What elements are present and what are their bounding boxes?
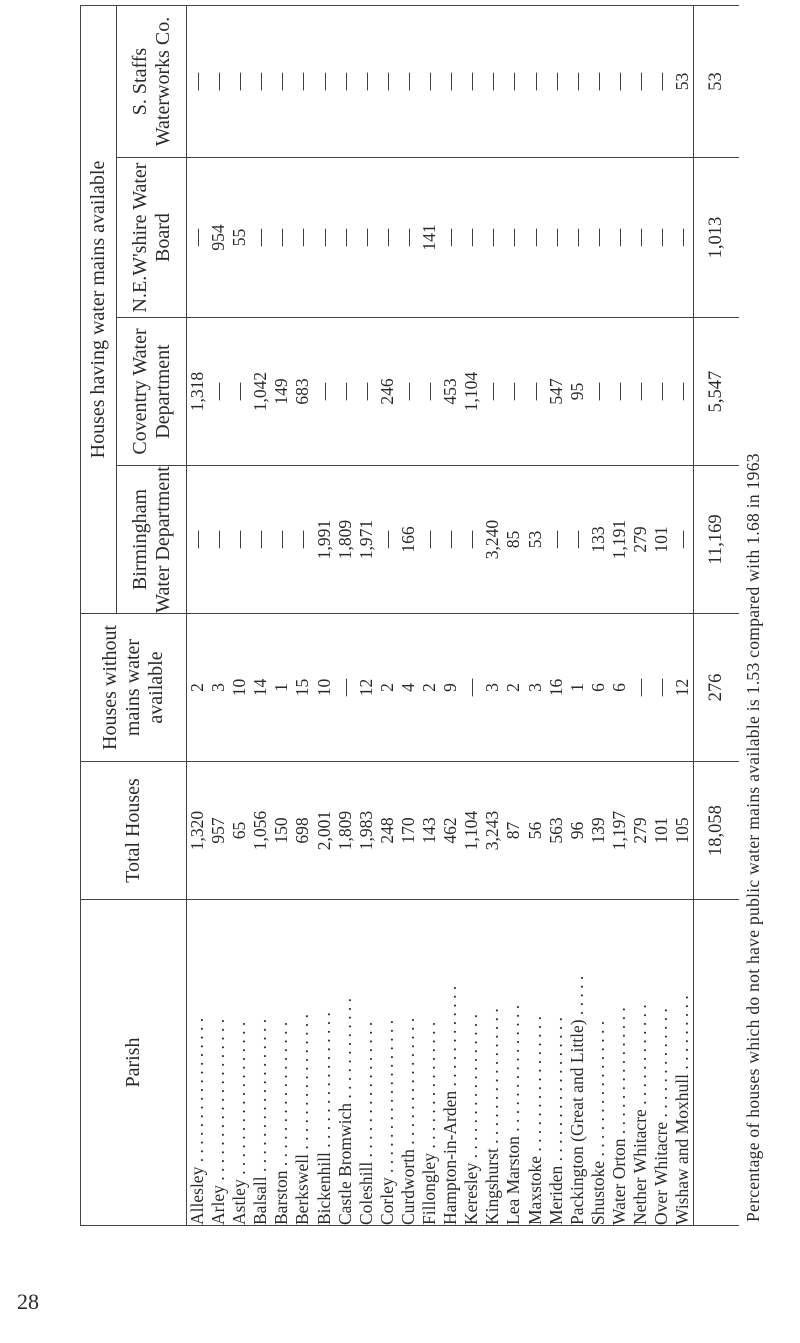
s-staffs-cell: —: [566, 72, 587, 91]
parish-name: Fillongley: [419, 1153, 440, 1225]
parish-line: Hampton-in-Arden . . . . . . . . . . . .: [440, 985, 461, 1225]
parish-name: Over Whitacre: [651, 1121, 672, 1225]
birmingham-cell: 1,971: [355, 519, 376, 560]
header-mains-available: Houses having water mains available: [81, 6, 117, 614]
birmingham-cell: —: [440, 530, 461, 549]
total-houses-cell: 56: [524, 821, 545, 840]
parish-name: Bickenhill: [313, 1152, 334, 1225]
total-houses-cell: 698: [292, 817, 313, 844]
birmingham-column: [187, 466, 694, 614]
birmingham-cell: 166: [397, 526, 418, 553]
without-mains-cell: 2: [187, 683, 207, 692]
birmingham-cell: 279: [629, 526, 650, 553]
s-staffs-cell: —: [187, 72, 207, 91]
ne-wshire-cell: —: [503, 228, 524, 247]
parish-name: Castle Bromwich: [334, 1103, 355, 1225]
parish-line: Berkswell . . . . . . . . . . . . . . . .: [292, 1014, 313, 1225]
s-staffs-cell: —: [524, 72, 545, 91]
parish-name: Arley: [208, 1185, 229, 1225]
s-staffs-cell: —: [608, 72, 629, 91]
parish-name: Allesley: [187, 1166, 207, 1225]
parish-name: Nether Whitacre: [629, 1109, 650, 1225]
header-coventry: Coventry Water Department: [117, 318, 187, 466]
ne-wshire-cell: —: [250, 228, 271, 247]
parish-line: Astley . . . . . . . . . . . . . . . . . .: [229, 1021, 250, 1225]
parish-line: Meriden . . . . . . . . . . . . . . . . .: [545, 1016, 566, 1225]
s-staffs-cell: —: [397, 72, 418, 91]
parish-name: Packington (Great and Little): [566, 1019, 587, 1225]
ne-wshire-cell: —: [334, 228, 355, 247]
birmingham-cell: —: [461, 530, 482, 549]
coventry-cell: 1,104: [461, 371, 482, 412]
parish-line: Corley . . . . . . . . . . . . . . . . . .: [376, 1019, 397, 1225]
without-mains-cell: 10: [229, 678, 250, 697]
birmingham-cell: 101: [651, 526, 672, 553]
coventry-cell: —: [208, 382, 229, 401]
total-houses-cell: 96: [566, 821, 587, 840]
parish-line: Shustoke . . . . . . . . . . . . . . . .: [587, 1020, 608, 1225]
ne-wshire-cell: —: [440, 228, 461, 247]
ne-wshire-cell: —: [608, 228, 629, 247]
parish-name: Kingshurst: [482, 1148, 503, 1225]
parish-name: Shustoke: [587, 1160, 608, 1225]
s-staffs-column: [187, 6, 694, 158]
parish-column: [187, 900, 694, 1226]
birmingham-cell: —: [271, 530, 292, 549]
total-houses-cell: 1,809: [334, 810, 355, 851]
coventry-cell: —: [503, 382, 524, 401]
total-houses-cell: 1,056: [250, 810, 271, 851]
parish-line: Coleshill . . . . . . . . . . . . . . . .: [355, 1021, 376, 1225]
total-houses-column: [187, 762, 694, 900]
coventry-cell: —: [651, 382, 672, 401]
s-staffs-cell: —: [503, 72, 524, 91]
s-staffs-cell: —: [587, 72, 608, 91]
ne-wshire-cell: —: [292, 228, 313, 247]
parish-name: Wishaw and Moxhull: [672, 1074, 693, 1225]
without-mains-cell: 14: [250, 678, 271, 697]
birmingham-cell: —: [672, 530, 693, 549]
total-houses-cell: 65: [229, 821, 250, 840]
birmingham-total: 11,169: [694, 466, 740, 614]
ne-wshire-cell: —: [524, 228, 545, 247]
without-mains-cell: 4: [397, 683, 418, 692]
parish-name: Meriden: [545, 1165, 566, 1225]
coventry-cell: —: [397, 382, 418, 401]
total-houses-cell: 279: [629, 817, 650, 844]
parish-line: Packington (Great and Little) . . . . .: [566, 975, 587, 1225]
without-mains-cell: 6: [587, 683, 608, 692]
coventry-cell: —: [587, 382, 608, 401]
ne-wshire-cell: —: [376, 228, 397, 247]
parish-name: Keresley: [461, 1162, 482, 1225]
header-parish: Parish: [81, 900, 187, 1226]
coventry-cell: 149: [271, 378, 292, 405]
header-total-houses: Total Houses: [81, 762, 187, 900]
coventry-cell: —: [229, 382, 250, 401]
s-staffs-cell: —: [208, 72, 229, 91]
ne-wshire-total: 1,013: [694, 158, 740, 318]
parish-line: Keresley . . . . . . . . . . . . . . . . .: [461, 1014, 482, 1225]
ne-wshire-cell: —: [482, 228, 503, 247]
without-mains-cell: 1: [271, 683, 292, 692]
parish-name: Berkswell: [292, 1154, 313, 1225]
coventry-cell: 95: [566, 382, 587, 401]
coventry-cell: 683: [292, 378, 313, 405]
parish-name: Maxstoke: [524, 1155, 545, 1225]
parish-name: Balsall: [250, 1176, 271, 1225]
ne-wshire-cell: —: [397, 228, 418, 247]
parish-line: Balsall . . . . . . . . . . . . . . . . . .: [250, 1018, 271, 1225]
without-mains-cell: —: [629, 678, 650, 697]
parish-line: Arley . . . . . . . . . . . . . . . . . . .: [208, 1018, 229, 1225]
parish-line: Barston . . . . . . . . . . . . . . . . .: [271, 1021, 292, 1225]
without-mains-cell: 2: [503, 683, 524, 692]
total-houses-cell: 563: [545, 817, 566, 844]
s-staffs-cell: —: [355, 72, 376, 91]
parish-line: Fillongley . . . . . . . . . . . . . . .: [419, 1021, 440, 1225]
ne-wshire-cell: 141: [419, 224, 440, 251]
total-houses-cell: 1,197: [608, 810, 629, 851]
birmingham-cell: —: [208, 530, 229, 549]
birmingham-cell: —: [229, 530, 250, 549]
s-staffs-cell: —: [250, 72, 271, 91]
s-staffs-cell: 53: [672, 72, 693, 91]
without-mains-cell: 12: [355, 678, 376, 697]
birmingham-cell: 1,809: [334, 519, 355, 560]
without-mains-cell: 15: [292, 678, 313, 697]
s-staffs-cell: —: [271, 72, 292, 91]
parish-line: Allesley . . . . . . . . . . . . . . . . .: [187, 1017, 207, 1225]
ne-wshire-cell: —: [651, 228, 672, 247]
footnote: Percentage of houses which do not have public water mains available is 1.53 compared with 1.68 in 1963: [743, 453, 763, 1222]
s-staffs-cell: —: [651, 72, 672, 91]
coventry-cell: 453: [440, 378, 461, 405]
s-staffs-total: 53: [694, 6, 740, 158]
ne-wshire-cell: —: [461, 228, 482, 247]
parish-name: Corley: [376, 1177, 397, 1225]
header-ne-wshire: N.E.W'shire Water Board: [117, 158, 187, 318]
without-mains-cell: 3: [482, 683, 503, 692]
parish-name: Water Orton: [608, 1138, 629, 1225]
birmingham-cell: —: [250, 530, 271, 549]
s-staffs-cell: —: [334, 72, 355, 91]
total-houses-cell: 143: [419, 817, 440, 844]
coventry-cell: —: [629, 382, 650, 401]
s-staffs-cell: —: [313, 72, 334, 91]
without-mains-cell: 9: [440, 683, 461, 692]
without-mains-cell: 2: [419, 683, 440, 692]
total-houses-cell: 957: [208, 817, 229, 844]
total-houses-cell: 1,983: [355, 810, 376, 851]
total-houses-cell: 105: [672, 817, 693, 844]
total-houses-cell: 170: [397, 817, 418, 844]
ne-wshire-cell: —: [271, 228, 292, 247]
ne-wshire-cell: —: [629, 228, 650, 247]
coventry-cell: 1,042: [250, 371, 271, 412]
coventry-cell: —: [524, 382, 545, 401]
without-mains-cell: 6: [608, 683, 629, 692]
parish-line: Over Whitacre . . . . . . . . . . . . .: [651, 1008, 672, 1225]
total-houses-cell: 1,104: [461, 810, 482, 851]
coventry-cell: —: [334, 382, 355, 401]
birmingham-cell: 3,240: [482, 519, 503, 560]
parish-line: Wishaw and Moxhull . . . . . . . . .: [672, 995, 693, 1225]
without-mains-cell: 1: [566, 683, 587, 692]
birmingham-cell: —: [292, 530, 313, 549]
birmingham-cell: —: [187, 530, 207, 549]
coventry-cell: —: [482, 382, 503, 401]
total-houses-cell: 248: [376, 817, 397, 844]
s-staffs-cell: —: [292, 72, 313, 91]
coventry-cell: —: [355, 382, 376, 401]
s-staffs-cell: —: [482, 72, 503, 91]
ne-wshire-cell: 55: [229, 228, 250, 247]
ne-wshire-cell: —: [187, 228, 207, 247]
ne-wshire-cell: —: [566, 228, 587, 247]
s-staffs-cell: —: [419, 72, 440, 91]
s-staffs-cell: —: [629, 72, 650, 91]
parish-line: Maxstoke . . . . . . . . . . . . . . . .: [524, 1015, 545, 1225]
ne-wshire-cell: —: [545, 228, 566, 247]
total-houses-cell: 1,320: [187, 810, 207, 851]
total-houses-cell: 101: [651, 817, 672, 844]
without-mains-cell: 10: [313, 678, 334, 697]
parish-line: Bickenhill . . . . . . . . . . . . . . . .: [313, 1012, 334, 1225]
birmingham-cell: 53: [524, 530, 545, 549]
parish-line: Kingshurst . . . . . . . . . . . . . . . .: [482, 1008, 503, 1225]
birmingham-cell: 85: [503, 530, 524, 549]
coventry-total: 5,547: [694, 318, 740, 466]
header-birmingham: Birmingham Water Department: [117, 466, 187, 614]
s-staffs-cell: —: [440, 72, 461, 91]
without-mains-cell: —: [334, 678, 355, 697]
without-mains-column: [187, 614, 694, 762]
water-mains-table: [80, 5, 739, 1226]
birmingham-cell: —: [566, 530, 587, 549]
birmingham-cell: 1,991: [313, 519, 334, 560]
total-houses-total: 18,058: [694, 762, 740, 900]
total-houses-cell: 3,243: [482, 810, 503, 851]
parish-name: Hampton-in-Arden: [440, 1090, 461, 1225]
parish-line: Curdworth . . . . . . . . . . . . . . .: [397, 1017, 418, 1225]
without-mains-total: 276: [694, 614, 740, 762]
birmingham-cell: —: [376, 530, 397, 549]
parish-line: Water Orton . . . . . . . . . . . . . . .: [608, 1007, 629, 1225]
without-mains-cell: 3: [208, 683, 229, 692]
parish-name: Coleshill: [355, 1161, 376, 1225]
birmingham-cell: 133: [587, 526, 608, 553]
s-staffs-cell: —: [376, 72, 397, 91]
coventry-cell: —: [672, 382, 693, 401]
coventry-cell: 246: [376, 378, 397, 405]
totals-label-cell: [694, 900, 740, 1226]
birmingham-cell: 1,191: [608, 519, 629, 560]
without-mains-cell: 12: [672, 678, 693, 697]
without-mains-cell: —: [461, 678, 482, 697]
parish-name: Barston: [271, 1170, 292, 1225]
coventry-cell: —: [419, 382, 440, 401]
birmingham-cell: —: [419, 530, 440, 549]
total-houses-cell: 139: [587, 817, 608, 844]
page-number: 28: [17, 1289, 39, 1314]
parish-name: Curdworth: [397, 1149, 418, 1225]
coventry-cell: 547: [545, 378, 566, 405]
parish-line: Nether Whitacre . . . . . . . . . . . .: [629, 1004, 650, 1225]
header-s-staffs: S. Staffs Waterworks Co.: [117, 6, 187, 158]
s-staffs-cell: —: [229, 72, 250, 91]
ne-wshire-cell: —: [355, 228, 376, 247]
s-staffs-cell: —: [461, 72, 482, 91]
parish-line: Castle Bromwich . . . . . . . . . . . .: [334, 998, 355, 1225]
without-mains-cell: —: [651, 678, 672, 697]
s-staffs-cell: —: [545, 72, 566, 91]
coventry-cell: —: [313, 382, 334, 401]
total-houses-cell: 462: [440, 817, 461, 844]
coventry-column: [187, 318, 694, 466]
header-without-mains: Houses without mains water available: [81, 614, 187, 762]
total-houses-cell: 150: [271, 817, 292, 844]
parish-name: Astley: [229, 1179, 250, 1225]
ne-wshire-column: [187, 158, 694, 318]
ne-wshire-cell: 954: [208, 224, 229, 251]
parish-line: Lea Marston . . . . . . . . . . . . . . .: [503, 1004, 524, 1225]
coventry-cell: 1,318: [187, 371, 207, 412]
coventry-cell: —: [608, 382, 629, 401]
ne-wshire-cell: —: [672, 228, 693, 247]
ne-wshire-cell: —: [313, 228, 334, 247]
total-houses-cell: 2,001: [313, 810, 334, 851]
without-mains-cell: 3: [524, 683, 545, 692]
without-mains-cell: 2: [376, 683, 397, 692]
ne-wshire-cell: —: [587, 228, 608, 247]
birmingham-cell: —: [545, 530, 566, 549]
parish-name: Lea Marston: [503, 1136, 524, 1225]
total-houses-cell: 87: [503, 821, 524, 840]
without-mains-cell: 16: [545, 678, 566, 697]
